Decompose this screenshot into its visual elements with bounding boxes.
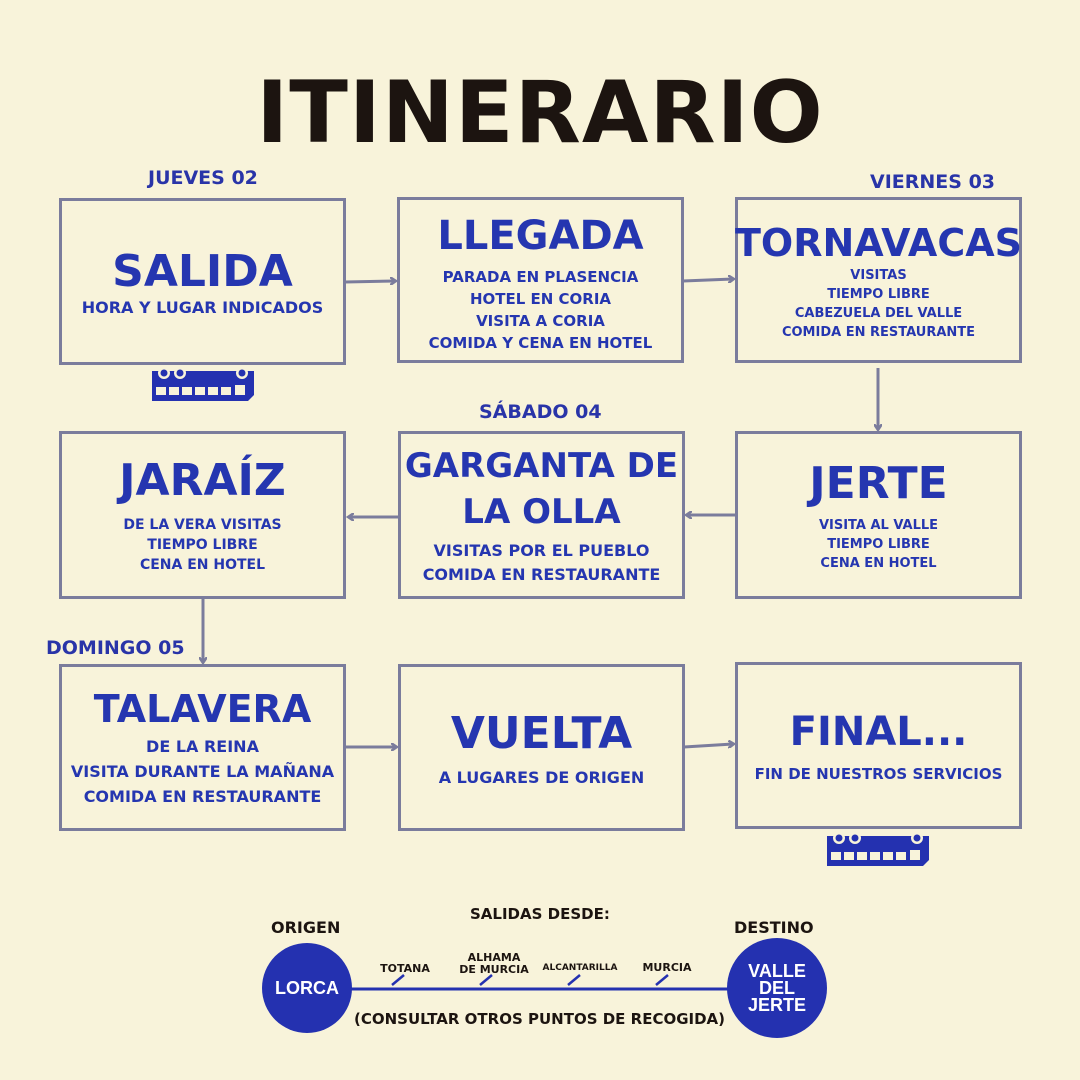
origin-label: ORIGEN	[271, 918, 341, 937]
stop-label-murcia: MURCIA	[642, 961, 692, 974]
stop-label-alhama: ALHAMA DE MURCIA	[459, 951, 529, 976]
day-label-thursday: JUEVES 02	[148, 167, 258, 189]
step-heading: JARAÍZ	[119, 455, 286, 506]
stop-label-alcantarilla: ALCANTARILLA	[542, 963, 618, 973]
step-heading: SALIDA	[112, 245, 293, 297]
step-heading: VUELTA	[450, 707, 633, 759]
stop-label-totana: TOTANA	[380, 962, 430, 975]
day-label-sunday: DOMINGO 05	[46, 637, 185, 659]
destination-circle: VALLE DEL JERTE	[727, 938, 827, 1038]
step-heading: LLEGADA	[437, 213, 644, 259]
origin-circle: LORCA	[262, 943, 352, 1033]
step-details: FIN DE NUESTROS SERVICIOS	[754, 764, 1003, 783]
step-details: DE LA VERA VISITAS TIEMPO LIBRE CENA EN HOTEL	[123, 517, 282, 573]
step-heading: JERTE	[809, 457, 948, 509]
step-heading: FINAL...	[789, 708, 968, 755]
day-label-saturday: SÁBADO 04	[479, 401, 602, 423]
step-details: PARADA EN PLASENCIA HOTEL EN CORIA VISITA A CORIA COMIDA Y CENA EN HOTEL	[428, 268, 653, 352]
step-details: HORA Y LUGAR INDICADOS	[81, 297, 324, 317]
step-heading: GARGANTA DE LA OLLA	[404, 446, 679, 532]
step-heading: TORNAVACAS	[734, 221, 1023, 265]
page-title: ITINERARIO	[256, 63, 824, 163]
day-label-friday: VIERNES 03	[870, 171, 996, 193]
step-details: VISITAS TIEMPO LIBRE CABEZUELA DEL VALLE COMIDA EN RESTAURANTE	[781, 268, 976, 340]
step-details: DE LA REINA VISITA DURANTE LA MAÑANA COMIDA EN RESTAURANTE	[70, 737, 335, 806]
route-note: (CONSULTAR OTROS PUNTOS DE RECOGIDA)	[354, 1010, 726, 1028]
step-details: A LUGARES DE ORIGEN	[438, 767, 645, 787]
step-details: VISITAS POR EL PUEBLO COMIDA EN RESTAURANTE	[422, 541, 661, 584]
destination-label: DESTINO	[734, 918, 814, 937]
step-details: VISITA AL VALLE TIEMPO LIBRE CENA EN HOTEL	[818, 517, 939, 571]
route-title: SALIDAS DESDE:	[470, 905, 610, 923]
step-heading: TALAVERA	[93, 687, 312, 731]
